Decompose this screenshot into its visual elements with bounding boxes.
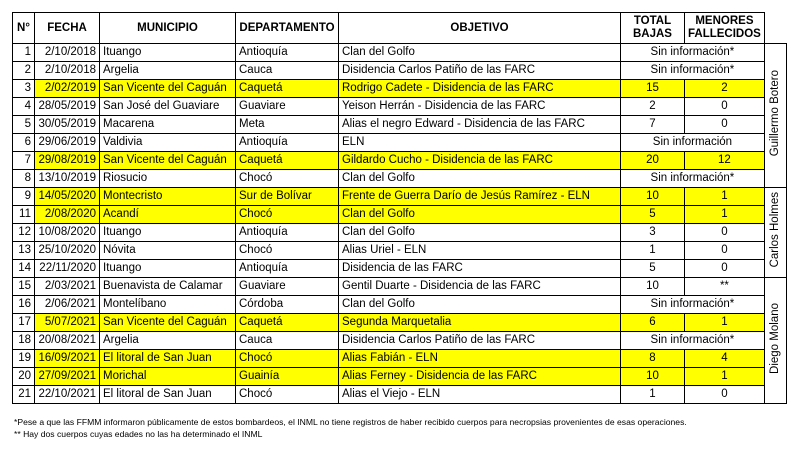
- cell-objetivo: Disidencia de las FARC: [339, 260, 621, 278]
- cell-objetivo: Alias Uriel - ELN: [339, 242, 621, 260]
- header-departamento: DEPARTAMENTO: [236, 13, 339, 44]
- cell-objetivo: Segunda Marquetalia: [339, 314, 621, 332]
- cell-departamento: Caquetá: [236, 314, 339, 332]
- table-row: [13, 314, 787, 332]
- cell-n: 11: [13, 206, 35, 224]
- cell-fecha: 20/08/2021: [35, 332, 100, 350]
- cell-departamento: Guainía: [236, 368, 339, 386]
- cell-departamento: Guaviare: [236, 278, 339, 296]
- cell-n: 21: [13, 386, 35, 404]
- cell-departamento: Caquetá: [236, 152, 339, 170]
- cell-menores: 0: [685, 98, 765, 116]
- cell-objetivo: Rodrigo Cadete - Disidencia de las FARC: [339, 80, 621, 98]
- cell-municipio: San Vicente del Caguán: [100, 80, 236, 98]
- minister-label: [764, 44, 786, 188]
- header-row: [13, 13, 787, 44]
- cell-fecha: 2/10/2018: [35, 44, 100, 62]
- bombardments-table: [12, 12, 787, 404]
- cell-municipio: Ituango: [100, 224, 236, 242]
- cell-menores: 1: [685, 368, 765, 386]
- cell-objetivo: Disidencia Carlos Patiño de las FARC: [339, 332, 621, 350]
- cell-municipio: Riosucio: [100, 170, 236, 188]
- cell-n: 4: [13, 98, 35, 116]
- table-row: [13, 368, 787, 386]
- cell-fecha: 30/05/2019: [35, 116, 100, 134]
- cell-departamento: Cauca: [236, 332, 339, 350]
- cell-sin-informacion: Sin información*: [621, 170, 765, 188]
- cell-n: 13: [13, 242, 35, 260]
- cell-menores: 0: [685, 260, 765, 278]
- cell-sin-informacion: Sin información*: [621, 44, 765, 62]
- table-row: [13, 260, 787, 278]
- cell-objetivo: Alias el negro Edward - Disidencia de las FARC: [339, 116, 621, 134]
- cell-n: 5: [13, 116, 35, 134]
- minister-name: Guillermo Botero: [768, 69, 781, 157]
- cell-n: 18: [13, 332, 35, 350]
- cell-n: 7: [13, 152, 35, 170]
- cell-objetivo: Clan del Golfo: [339, 296, 621, 314]
- cell-fecha: 2/06/2021: [35, 296, 100, 314]
- cell-menores: 0: [685, 242, 765, 260]
- table-row: [13, 332, 787, 350]
- cell-municipio: Ituango: [100, 44, 236, 62]
- cell-total-bajas: 5: [621, 260, 685, 278]
- cell-departamento: Antioquía: [236, 134, 339, 152]
- cell-departamento: Chocó: [236, 386, 339, 404]
- cell-n: 16: [13, 296, 35, 314]
- cell-total-bajas: 8: [621, 350, 685, 368]
- cell-menores: 1: [685, 206, 765, 224]
- cell-n: 19: [13, 350, 35, 368]
- cell-total-bajas: 5: [621, 206, 685, 224]
- cell-fecha: 16/09/2021: [35, 350, 100, 368]
- cell-municipio: Macarena: [100, 116, 236, 134]
- cell-departamento: Chocó: [236, 170, 339, 188]
- cell-n: 20: [13, 368, 35, 386]
- table-row: [13, 80, 787, 98]
- table-row: [13, 188, 787, 206]
- table-row: [13, 170, 787, 188]
- cell-total-bajas: 15: [621, 80, 685, 98]
- header-presidente-blank: [764, 13, 786, 44]
- header-total-bajas: TOTAL BAJAS: [621, 13, 685, 44]
- cell-menores: 2: [685, 80, 765, 98]
- table-row: [13, 98, 787, 116]
- table-row: [13, 152, 787, 170]
- cell-municipio: Valdivia: [100, 134, 236, 152]
- cell-n: 8: [13, 170, 35, 188]
- cell-sin-informacion: Sin información*: [621, 296, 765, 314]
- header-municipio: MUNICIPIO: [100, 13, 236, 44]
- minister-name: Diego Molano: [768, 302, 781, 374]
- cell-total-bajas: 10: [621, 188, 685, 206]
- cell-objetivo: Clan del Golfo: [339, 170, 621, 188]
- cell-objetivo: Disidencia Carlos Patiño de las FARC: [339, 62, 621, 80]
- cell-n: 17: [13, 314, 35, 332]
- cell-total-bajas: 1: [621, 386, 685, 404]
- cell-menores: 4: [685, 350, 765, 368]
- header-objetivo: OBJETIVO: [339, 13, 621, 44]
- cell-departamento: Chocó: [236, 350, 339, 368]
- header-fecha: FECHA: [35, 13, 100, 44]
- cell-sin-informacion: Sin información: [621, 134, 765, 152]
- table-row: [13, 386, 787, 404]
- cell-departamento: Antioquía: [236, 260, 339, 278]
- cell-municipio: San José del Guaviare: [100, 98, 236, 116]
- cell-n: 14: [13, 260, 35, 278]
- cell-menores: 1: [685, 314, 765, 332]
- cell-total-bajas: 20: [621, 152, 685, 170]
- cell-total-bajas: 3: [621, 224, 685, 242]
- table-row: [13, 62, 787, 80]
- table-row: [13, 278, 787, 296]
- cell-menores: 12: [685, 152, 765, 170]
- cell-municipio: El litoral de San Juan: [100, 386, 236, 404]
- table-row: [13, 242, 787, 260]
- cell-departamento: Chocó: [236, 206, 339, 224]
- cell-fecha: 25/10/2020: [35, 242, 100, 260]
- table-row: [13, 296, 787, 314]
- cell-fecha: 2/02/2019: [35, 80, 100, 98]
- cell-sin-informacion: Sin información*: [621, 332, 765, 350]
- cell-n: 12: [13, 224, 35, 242]
- cell-total-bajas: 7: [621, 116, 685, 134]
- cell-fecha: 14/05/2020: [35, 188, 100, 206]
- cell-menores: 0: [685, 386, 765, 404]
- cell-fecha: 5/07/2021: [35, 314, 100, 332]
- cell-municipio: Buenavista de Calamar: [100, 278, 236, 296]
- cell-menores: 1: [685, 188, 765, 206]
- cell-n: 6: [13, 134, 35, 152]
- cell-objetivo: Gildardo Cucho - Disidencia de las FARC: [339, 152, 621, 170]
- cell-municipio: Montecristo: [100, 188, 236, 206]
- cell-total-bajas: 2: [621, 98, 685, 116]
- cell-objetivo: Yeison Herrán - Disidencia de las FARC: [339, 98, 621, 116]
- minister-name: Carlos Holmes: [768, 192, 781, 268]
- cell-total-bajas: 10: [621, 278, 685, 296]
- table-row: [13, 224, 787, 242]
- cell-n: 2: [13, 62, 35, 80]
- cell-menores: 0: [685, 116, 765, 134]
- table-row: [13, 134, 787, 152]
- cell-objetivo: Alias el Viejo - ELN: [339, 386, 621, 404]
- cell-sin-informacion: Sin información*: [621, 62, 765, 80]
- table-body: [13, 44, 787, 404]
- cell-departamento: Caquetá: [236, 80, 339, 98]
- cell-fecha: 2/08/2020: [35, 206, 100, 224]
- cell-menores: **: [685, 278, 765, 296]
- header-n: N°: [13, 13, 35, 44]
- cell-departamento: Sur de Bolívar: [236, 188, 339, 206]
- cell-objetivo: Alias Fabián - ELN: [339, 350, 621, 368]
- cell-n: 3: [13, 80, 35, 98]
- cell-fecha: 22/10/2021: [35, 386, 100, 404]
- cell-municipio: El litoral de San Juan: [100, 350, 236, 368]
- cell-departamento: Antioquía: [236, 44, 339, 62]
- cell-objetivo: Clan del Golfo: [339, 206, 621, 224]
- cell-objetivo: Clan del Golfo: [339, 44, 621, 62]
- cell-fecha: 2/10/2018: [35, 62, 100, 80]
- cell-municipio: Morichal: [100, 368, 236, 386]
- table-row: [13, 206, 787, 224]
- cell-fecha: 29/08/2019: [35, 152, 100, 170]
- cell-objetivo: ELN: [339, 134, 621, 152]
- footnotes: [14, 416, 687, 440]
- table-wrapper: [12, 12, 787, 404]
- cell-municipio: Montelíbano: [100, 296, 236, 314]
- cell-fecha: 22/11/2020: [35, 260, 100, 278]
- cell-departamento: Meta: [236, 116, 339, 134]
- cell-departamento: Córdoba: [236, 296, 339, 314]
- table-row: [13, 116, 787, 134]
- cell-municipio: Ituango: [100, 260, 236, 278]
- cell-fecha: 29/06/2019: [35, 134, 100, 152]
- cell-objetivo: Alias Ferney - Disidencia de las FARC: [339, 368, 621, 386]
- cell-fecha: 10/08/2020: [35, 224, 100, 242]
- table-row: [13, 350, 787, 368]
- cell-n: 15: [13, 278, 35, 296]
- table-row: [13, 44, 787, 62]
- cell-objetivo: Frente de Guerra Darío de Jesús Ramírez - ELN: [339, 188, 621, 206]
- cell-departamento: Cauca: [236, 62, 339, 80]
- cell-municipio: San Vicente del Caguán: [100, 152, 236, 170]
- cell-municipio: Nóvita: [100, 242, 236, 260]
- cell-total-bajas: 1: [621, 242, 685, 260]
- header-menores: MENORES FALLECIDOS: [685, 13, 765, 44]
- cell-n: 9: [13, 188, 35, 206]
- cell-objetivo: Gentil Duarte - Disidencia de las FARC: [339, 278, 621, 296]
- cell-municipio: Argelia: [100, 332, 236, 350]
- cell-departamento: Antioquía: [236, 224, 339, 242]
- cell-departamento: Guaviare: [236, 98, 339, 116]
- cell-departamento: Chocó: [236, 242, 339, 260]
- footnote-1: *Pese a que las FFMM informaron públicamente de estos bombardeos, el INML no tiene registros de haber recibido cuerpos para necropsias provenientes de esas operaciones.: [14, 417, 687, 427]
- cell-fecha: 13/10/2019: [35, 170, 100, 188]
- cell-n: 1: [13, 44, 35, 62]
- footnote-2: ** Hay dos cuerpos cuyas edades no las ha determinado el INML: [14, 429, 263, 439]
- cell-objetivo: Clan del Golfo: [339, 224, 621, 242]
- cell-municipio: San Vicente del Caguán: [100, 314, 236, 332]
- cell-fecha: 28/05/2019: [35, 98, 100, 116]
- minister-label: [764, 278, 786, 404]
- cell-total-bajas: 10: [621, 368, 685, 386]
- cell-municipio: Argelia: [100, 62, 236, 80]
- cell-fecha: 27/09/2021: [35, 368, 100, 386]
- cell-fecha: 2/03/2021: [35, 278, 100, 296]
- cell-menores: 0: [685, 224, 765, 242]
- cell-total-bajas: 6: [621, 314, 685, 332]
- cell-municipio: Acandí: [100, 206, 236, 224]
- minister-label: [764, 188, 786, 278]
